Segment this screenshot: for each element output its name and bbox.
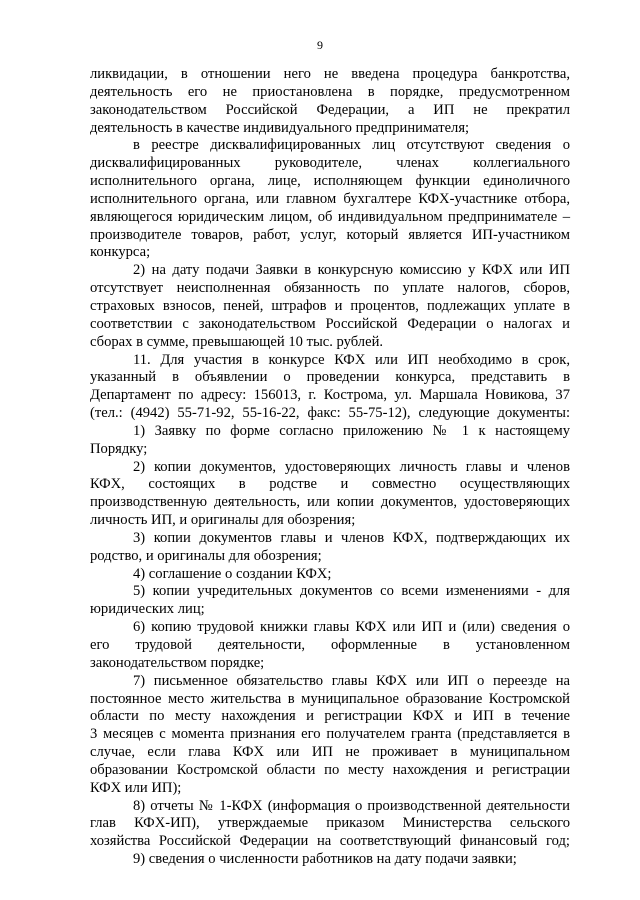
text-line: 5) копии учредительных документов со всеми изменениями - для (133, 583, 570, 600)
text-line: производителе товаров, работ, услуг, который является ИП-участником (90, 226, 570, 243)
text-line: КФХ или ИП); (90, 779, 182, 796)
text-line: деятельность в качестве индивидуального предпринимателя; (90, 119, 470, 136)
text-line: деятельность его не приостановлена в порядке, предусмотренном (90, 83, 570, 100)
text-line: соответствии с законодательством Российской Федерации о налогах и (90, 315, 570, 332)
text-line: 3 месяцев с момента признания его получателем гранта (представляется в (90, 726, 570, 743)
text-line: 4) соглашение о создании КФХ; (133, 565, 332, 582)
text-line: (тел.: (4942) 55-71-92, 55-16-22, факс: 55-75-12), следующие документы: (90, 405, 570, 422)
text-line: 8) отчеты № 1-КФХ (информация о производственной деятельности (133, 797, 570, 814)
text-line: дисквалифицированных руководителе, членах коллегиального (90, 155, 570, 172)
text-line: 7) письменное обязательство главы КФХ или ИП о переезде на (133, 672, 570, 689)
text-line: 2) на дату подачи Заявки в конкурсную комиссию у КФХ или ИП (133, 262, 570, 279)
page-number: 9 (317, 38, 323, 52)
text-line: случае, если глава КФХ или ИП не проживает в муниципальном (90, 744, 570, 761)
text-line: являющегося юридическим лицом, об индивидуальном предпринимателе – (90, 208, 570, 225)
text-line: отсутствует неисполненная обязанность по уплате налогов, сборов, (90, 280, 570, 297)
text-line: области по месту нахождения и регистрации КФХ и ИП в течение (90, 708, 570, 725)
text-line: глав КФХ-ИП), утверждаемые приказом Министерства сельского (90, 815, 570, 832)
text-line: 1) Заявку по форме согласно приложению № 1 к настоящему (133, 422, 570, 439)
text-line: постоянное место жительства в муниципальное образование Костромской (90, 690, 570, 707)
text-line: юридических лиц; (90, 601, 205, 618)
text-line: законодательством Российской Федерации, а ИП не прекратил (90, 101, 570, 118)
text-line: страховых взносов, пеней, штрафов и процентов, подлежащих уплате в (90, 297, 570, 314)
text-line: указанный в объявлении о проведении конкурса, представить в (90, 369, 570, 386)
text-line: законодательством порядке; (90, 654, 265, 671)
text-line: производственную деятельность, или копии документов, удостоверяющих (90, 494, 570, 511)
text-line: образовании Костромской области по месту нахождения и регистрации (90, 761, 570, 778)
text-line: ликвидации, в отношении него не введена процедура банкротства, (90, 66, 570, 82)
document-body (90, 66, 570, 869)
text-line: его трудовой деятельности, оформленные в установленном (90, 637, 570, 653)
text-line: сборах в сумме, превышающей 10 тыс. рублей. (90, 333, 384, 350)
text-line: КФХ, состоящих в родстве и совместно осуществляющих (90, 476, 570, 493)
text-line: 11. Для участия в конкурсе КФХ или ИП необходимо в срок, (133, 351, 570, 368)
text-line: родство, и оригиналы для обозрения; (90, 547, 322, 564)
text-line: в реестре дисквалифицированных лиц отсутствуют сведения о (133, 137, 570, 154)
text-line: Порядку; (90, 440, 148, 457)
text-line: 6) копию трудовой книжки главы КФХ или ИП и (или) сведения о (133, 619, 570, 636)
text-line: исполнительного органа, или главном бухгалтере КФХ-участнике отбора, (90, 190, 570, 207)
text-line: исполнительного органа, лице, исполняющем функции единоличного (90, 173, 570, 190)
text-line: личность ИП, и оригиналы для обозрения; (90, 512, 356, 529)
text-line: Департамент по адресу: 156013, г. Кострома, ул. Маршала Новикова, 37 (90, 387, 570, 404)
text-line: 2) копии документов, удостоверяющих личность главы и членов (133, 458, 570, 475)
text-line: 9) сведения о численности работников на дату подачи заявки; (133, 851, 517, 868)
text-line: конкурса; (90, 244, 151, 261)
text-line: хозяйства Российской Федерации на соответствующий финансовый год; (90, 833, 570, 850)
text-line: 3) копии документов главы и членов КФХ, подтверждающих их (133, 529, 570, 546)
